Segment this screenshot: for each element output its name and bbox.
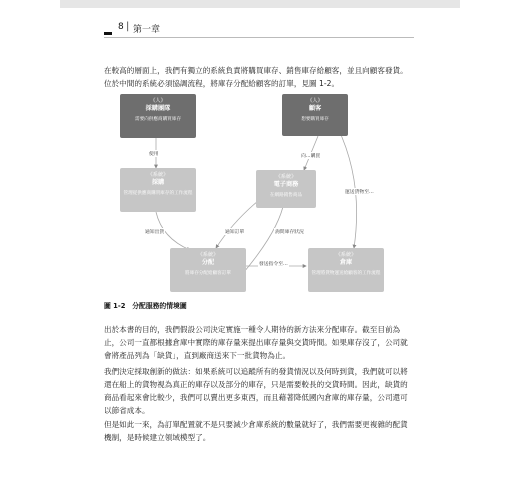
box-warehouse: 《系統》 倉庫 管理將貨物運送給顧客的工作流程 xyxy=(308,248,384,292)
chapter-title: 第一章 xyxy=(133,25,161,35)
box-customer: 《人》 顧客 想要購買庫存 xyxy=(282,94,348,136)
page-number: 8 xyxy=(118,22,124,32)
header-separator: | xyxy=(126,21,130,32)
label-notify-order: 通知訂單 xyxy=(225,230,245,235)
label-ships-to: 運送貨物至… xyxy=(345,190,374,195)
arrow-warehouse-customer xyxy=(336,124,357,248)
label-notify-shipment: 通知出貨 xyxy=(145,230,165,235)
label-buys-from: 向…購買 xyxy=(301,154,321,159)
box-purchasing: 《系統》 採購 管理從供應商購買庫存的工作流程 xyxy=(120,168,196,212)
header-mark xyxy=(104,32,112,35)
box-buyer: 《人》 採購團隊 需要向供應商購買庫存 xyxy=(120,94,196,138)
figure-caption: 圖 1-2 分配服務的情境圖 xyxy=(104,302,187,310)
intro-paragraph: 在較高的層面上，我們有獨立的系統負責將購買庫存、銷售庫存給顧客，並且向顧客發貨。位於中間的系統必須協調流程，將庫存分配給顧客的訂單，見圖 1-2。 xyxy=(104,66,408,88)
body-paragraph: 但是如此一來，為訂單配置就不是只要減少倉庫系統的數量就好了，我們需要更複雜的配貨機制，是時候建立領域模型了。 xyxy=(104,420,408,442)
label-uses: 使用 xyxy=(149,152,159,157)
top-gray-strip xyxy=(60,0,460,8)
header-rule xyxy=(104,37,414,38)
context-diagram xyxy=(104,90,414,295)
label-check-stock: 詢問庫存狀況 xyxy=(275,230,304,235)
body-paragraph: 出於本書的目的，我們假設公司決定實施一種令人期待的新方法來分配庫存。截至目前為止，公司一直都根據倉庫中實際的庫存量來提出庫存量與交貨時間。如果庫存沒了，公司就會將產品列為「缺貨」，直到廠商送來下一批貨物為止。 xyxy=(104,325,408,360)
label-send-instruction: 發送指令至… xyxy=(259,262,288,267)
box-ecommerce: 《系統》 電子商務 在網路銷售商品 xyxy=(256,170,316,208)
box-allocation: 《系統》 分配 將庫存分配給顧客訂單 xyxy=(170,248,246,292)
body-paragraph: 我們決定採取創新的做法：如果系統可以追蹤所有的發貨情況以及何時到貨，我們就可以將還在船上的貨物視為真正的庫存以及部分的庫存，只是需要較長的交貨時間。因此，缺貨的商品看起來會比較少，我們可以賣出更多東西，而且藉著降低國內倉庫的庫存量，公司還可以節省成本。 xyxy=(104,367,408,415)
